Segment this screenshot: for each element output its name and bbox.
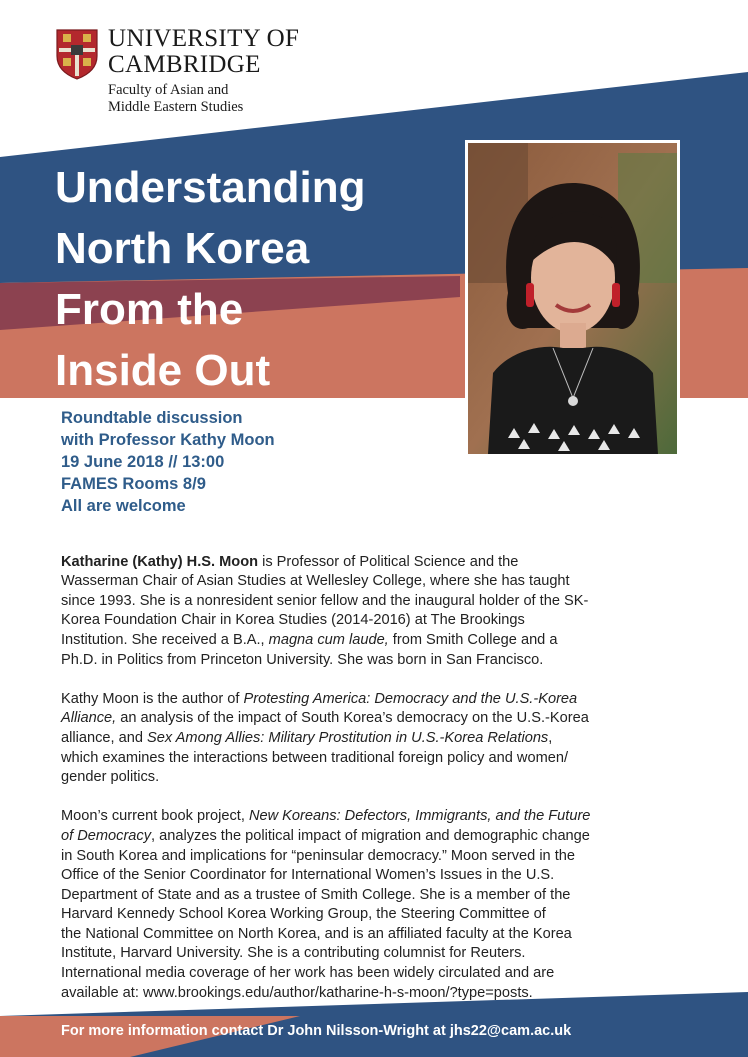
- book-title: of Democracy: [61, 827, 152, 844]
- title-line: North Korea: [55, 224, 310, 273]
- university-name-block: [108, 26, 299, 116]
- university-line1: UNIVERSITY OF: [108, 25, 300, 52]
- footer-contact: For more information contact Dr John Nilsson-Wright at jhs22@cam.ac.uk: [61, 1023, 572, 1039]
- event-speaker: with Professor Kathy Moon: [61, 431, 275, 449]
- brookings-link-line: available at: www.brookings.edu/author/katharine-h-s-moon/?type=posts.: [61, 984, 533, 1001]
- event-datetime: 19 June 2018 // 13:00: [61, 453, 225, 471]
- speaker-full-name: Katharine (Kathy) H.S. Moon: [61, 553, 259, 570]
- event-location: FAMES Rooms 8/9: [61, 475, 206, 493]
- book-title: New Koreans: Defectors, Immigrants, and the Future: [248, 808, 591, 825]
- university-line2: CAMBRIDGE: [108, 51, 261, 78]
- poster-title: [55, 157, 455, 401]
- speaker-portrait-image: [468, 143, 677, 454]
- title-line: Understanding: [55, 163, 366, 212]
- book-title: Alliance,: [61, 710, 117, 727]
- book-title: Sex Among Allies: Military Prostitution in U.S.-Korea Relations: [147, 729, 549, 746]
- event-type: Roundtable discussion: [61, 409, 243, 427]
- speaker-photo: [465, 140, 680, 457]
- faculty-line1: Faculty of Asian and: [108, 82, 229, 98]
- book-title: Protesting America: Democracy and the U.S.-Korea: [243, 690, 578, 707]
- title-line: From the: [55, 285, 244, 334]
- event-details: [61, 407, 275, 517]
- title-line: Inside Out: [55, 346, 271, 395]
- university-crest-logo: [55, 28, 99, 80]
- faculty-line2: Middle Eastern Studies: [108, 99, 244, 115]
- speaker-biography: Katharine (Kathy) H.S. Moon is Professor of Political Science and the Wasserman Chair of Asian Studies at Wellesley College, where she has taught since 1993. She is a nonresident senior fellow and the inaugural holder of the SK- Korea Foundation Chair in Korea Studies (2014-2016) at The Brookings Institution. She received a B.A., magna cum laude, from Smith College and a Ph.D. in Politics from Princeton University. She was born in San Francisco. Kathy Moon is the author of Protesting America: Democracy and the U.S.-Korea Alliance, an analysis of the impact of South Korea’s democracy on the U.S.-Korea alliance, and Sex Among Allies: Military Prostitution in U.S.-Korea Relations, which examines the interactions between traditional foreign policy and women/ gender politics. Moon’s current book project, New Koreans: Defectors, Immigrants, and the Future of Democracy, analyzes the political impact of migration and demographic change in South Korea and implications for “peninsular democracy.” Moon served in the Office of the Senior Coordinator for International Women’s Issues in the U.S. Department of State and as a trustee of Smith College. She is a member of the Harvard Kennedy School Korea Working Group, the Steering Committee of the National Committee on North Korea, and is an affiliated faculty at the Korea Institute, Harvard University. She is a contributing columnist for Reuters. International media coverage of her work has been widely circulated and are available at: www.brookings.edu/author/katharine-h-s-moon/?type=posts.: [61, 533, 661, 1023]
- event-welcome: All are welcome: [61, 497, 186, 515]
